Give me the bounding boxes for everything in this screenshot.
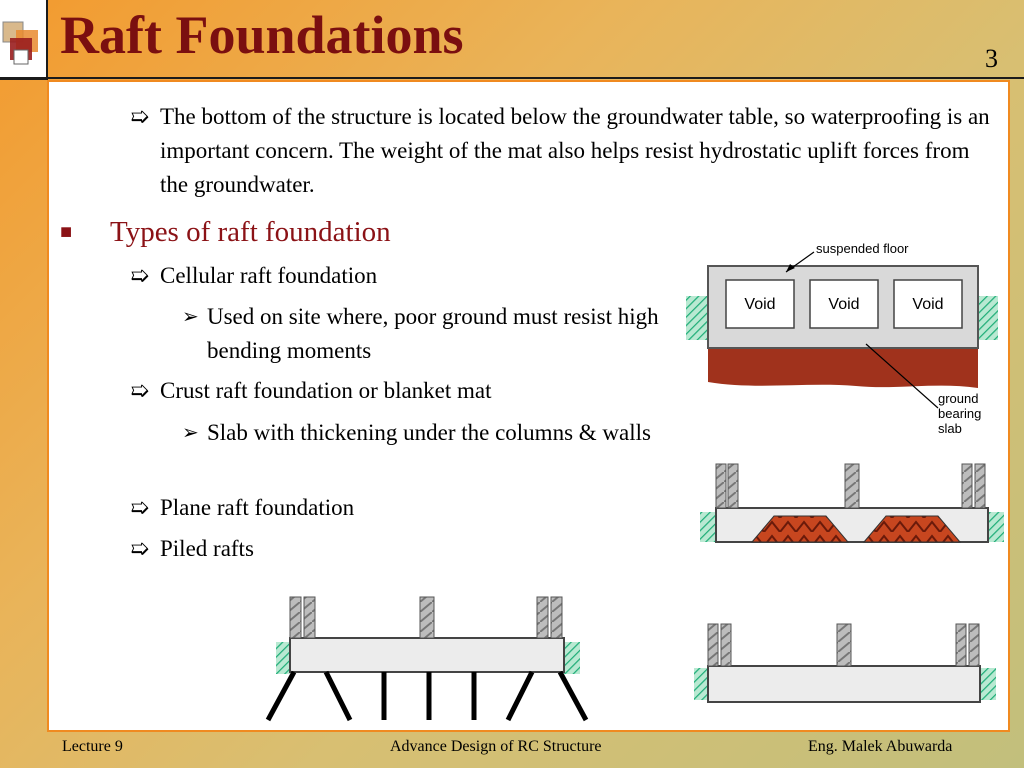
ground-label: ground [938,391,979,406]
arrow-bullet-icon: ➯ [130,104,150,129]
bullet-piled: ➯ Piled rafts [130,532,670,566]
suspended-floor-label: suspended floor [816,241,909,256]
triangle-bullet-icon: ➢ [182,306,199,328]
piles [268,672,586,720]
crust-raft-diagram [700,462,1005,546]
bullet-types-heading: ■ Types of raft foundation [60,213,660,251]
arrow-bullet-icon: ➯ [130,536,150,561]
logo-box [0,0,48,80]
ground-label: slab [938,421,962,436]
triangle-bullet-icon: ➢ [182,422,199,444]
footer-course: Advance Design of RC Structure [390,738,602,755]
arrow-bullet-icon: ➯ [130,495,150,520]
square-bullet-icon: ■ [60,221,73,243]
arrow-bullet-icon: ➯ [130,263,150,288]
cellular-raft-diagram [686,240,998,445]
bullet-plane: ➯ Plane raft foundation [130,491,670,525]
void-label: Void [828,296,860,313]
sub-bullet-cellular: ➢ Used on site where, poor ground must resist high bending moments [182,300,662,368]
ground-label: bearing [938,406,982,421]
piled-raft-diagram [264,592,592,722]
footer-author: Eng. Malek Abuwarda [808,738,953,755]
plane-raft-diagram [694,622,999,708]
slide-title: Raft Foundations [60,5,464,65]
void-label: Void [744,296,776,313]
bullet-cellular: ➯ Cellular raft foundation [130,259,670,293]
logo-squares-icon [0,0,46,78]
footer-lecture: Lecture 9 [62,738,123,755]
arrow-bullet-icon: ➯ [130,378,150,403]
bullet-crust: ➯ Crust raft foundation or blanket mat [130,374,670,408]
slide-number: 3 [985,44,998,73]
bullet-groundwater: ➯ The bottom of the structure is located below the groundwater table, so waterproofing is an important concern. The weight of the mat also helps resist hydrostatic uplift forces from the groundwater. [130,100,990,202]
void-label: Void [912,296,944,313]
sub-bullet-crust: ➢ Slab with thickening under the columns & walls [182,416,667,450]
title-rule [0,77,1024,79]
